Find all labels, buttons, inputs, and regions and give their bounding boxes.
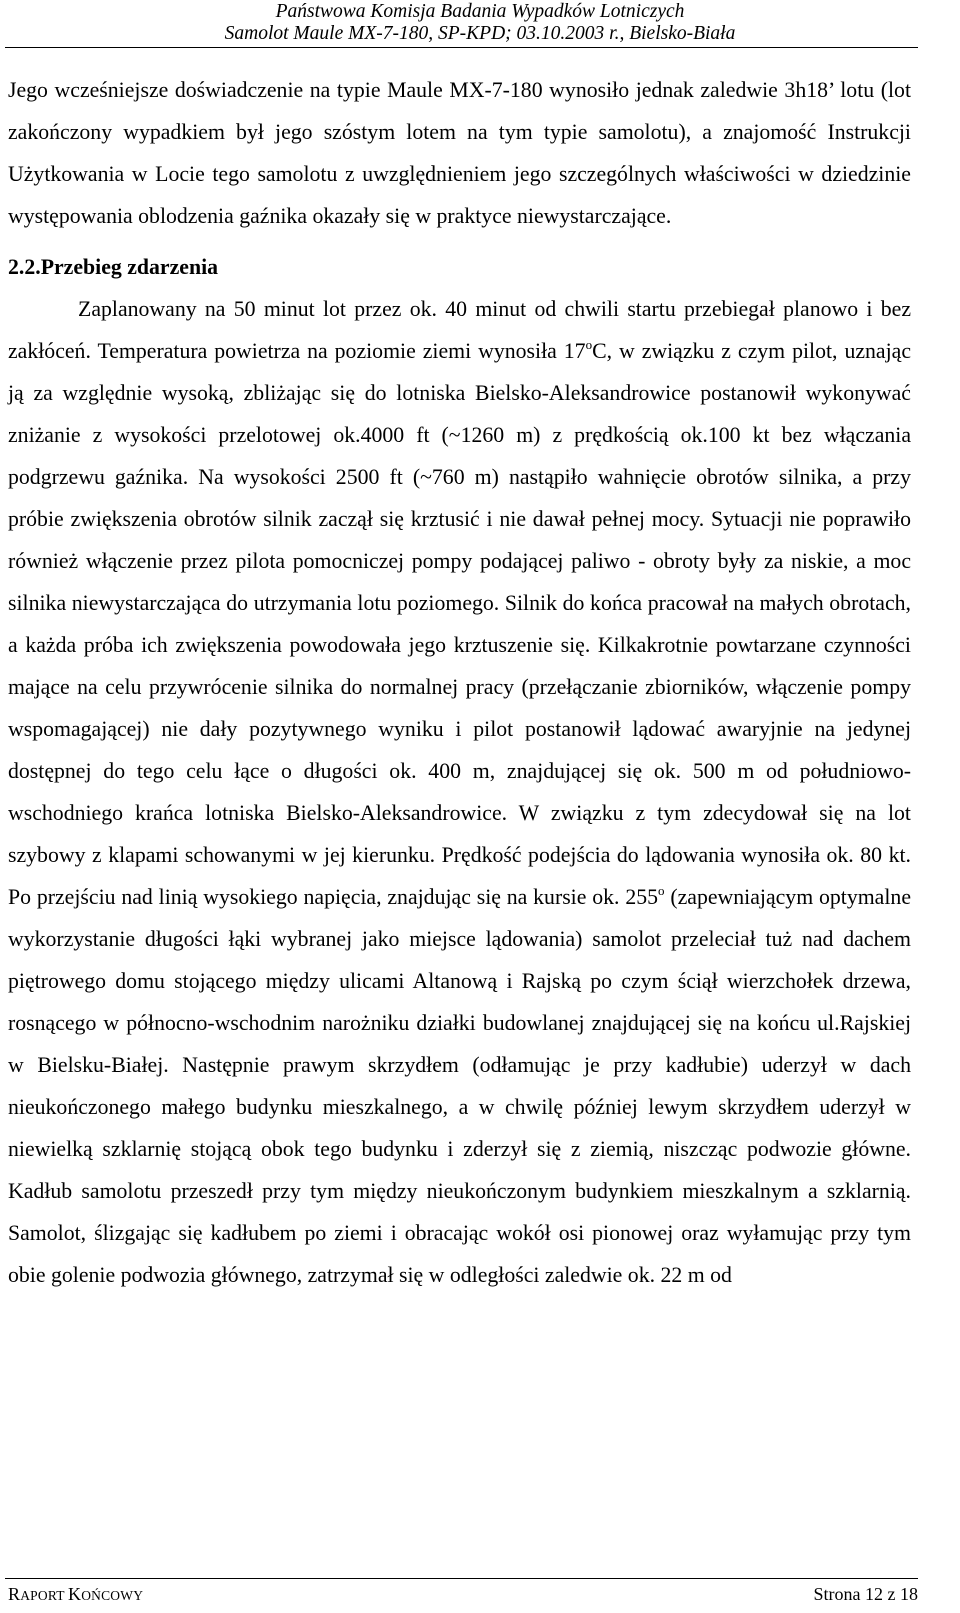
document-body: [8, 69, 911, 1296]
footer-label-rest-aport: APORT: [20, 1588, 68, 1603]
header-commission-name: Państwowa Komisja Badania Wypadków Lotniczych: [275, 1, 685, 22]
footer-divider: [5, 1578, 918, 1579]
paragraph-text-part-2: C, w związku z czym pilot, uznając ją za względnie wysoką, zbliżając się do lotniska Bielsko-Aleksandrowice postanowił wykonywać zniżanie z wysokości przelotowej ok.4000 ft (~1260 m) z prędkością ok.100 kt bez włączania podgrzewu gaźnika. Na wysokości 2500 ft (~760 m) nastąpiło wahnięcie obrotów silnika, a przy próbie zwiększenia obrotów silnik zaczął się krztusić i nie dawał pełnej mocy. Sytuacji nie poprawiło również włączenie przez pilota pomocniczej pompy podającej paliwo - obroty były za niskie, a moc silnika niewystarczająca do utrzymania lotu poziomego. Silnik do końca pracował na małych obrotach, a każda próba ich zwiększenia powodowała jego krztuszenie się. Kilkakrotnie powtarzane czynności mające na celu przywrócenie silnika do normalnej pracy (przełączanie zbiorników, włączenie pompy wspomagającej) nie dały pozytywnego wyniku i pilot postanowił lądować awaryjnie na jedynej dostępnej do tego celu łące o długości ok. 400 m, znajdującej się ok. 500 m od południowo-wschodniego krańca lotniska Bielsko-Aleksandrowice. W związku z tym zdecydował się na lot szybowy z klapami schowanymi w jej kierunku. Prędkość podejścia do lądowania wynosiła ok. 80 kt. Po przejściu nad linią wysokiego napięcia, znajdując się na kursie ok. 255: [8, 339, 911, 909]
degree-superscript-1: o: [585, 337, 593, 352]
footer-report-label: [8, 1583, 143, 1607]
event-description-paragraph: [8, 288, 911, 1296]
paragraph-text-part-3: (zapewniającym optymalne wykorzystanie długości łąki wybranej jako miejsce lądowania) samolot przeleciał tuż nad dachem piętrowego domu stojącego między ulicami Altanową i Rajską po czym ściął wierzchołek drzewa, rosnącego w północno-wschodnim narożniku działki budowlanej znajdującej się na końcu ul.Rajskiej w Bielsku-Białej. Następnie prawym skrzydłem (odłamując je przy kadłubie) uderzył w dach nieukończonego małego budynku mieszkalnego, a w chwilę później lewym skrzydłem uderzył w niewielką szklarnię stojącą obok tego budynku i zderzył się z ziemią, niszcząc podwozie główne. Kadłub samolotu przeszedł przy tym między nieukończonym budynkiem mieszkalnym a szklarnią. Samolot, ślizgając się kadłubem po ziemi i obracając wokół osi pionowej oraz wyłamując przy tym obie golenie podwozia głównego, zatrzymał się w odległości zaledwie ok. 22 m od: [8, 885, 911, 1287]
footer-label-initial-r: R: [8, 1584, 21, 1604]
footer-label-initial-k: K: [68, 1584, 82, 1604]
page-header: [0, 0, 960, 49]
header-aircraft-info: Samolot Maule MX-7-180, SP-KPD; 03.10.2003 r., Bielsko-Biała: [224, 23, 736, 44]
intro-paragraph: Jego wcześniejsze doświadczenie na typie Maule MX-7-180 wynosiło jednak zaledwie 3h18’ lotu (lot zakończony wypadkiem był jego szóstym lotem na tym typie samolotu), a znajomość Instrukcji Użytkowania w Locie tego samolotu z uwzględnieniem jego szczególnych właściwości w dziedzinie występowania oblodzenia gaźnika okazały się w praktyce niewystarczające.: [8, 78, 911, 228]
page-number: Strona 12 z 18: [813, 1584, 918, 1604]
paragraph-text-part-1: Zaplanowany na 50 minut lot przez ok. 40 minut od chwili startu przebiegał planowo i bez zakłóceń. Temperatura powietrza na poziomie ziemi wynosiła 17: [8, 297, 911, 363]
section-title: 2.2.Przebieg zdarzenia: [8, 255, 219, 279]
degree-superscript-2: o: [658, 883, 665, 898]
header-divider: [5, 47, 918, 48]
footer-label-rest-oncowy: OŃCOWY: [81, 1588, 144, 1603]
